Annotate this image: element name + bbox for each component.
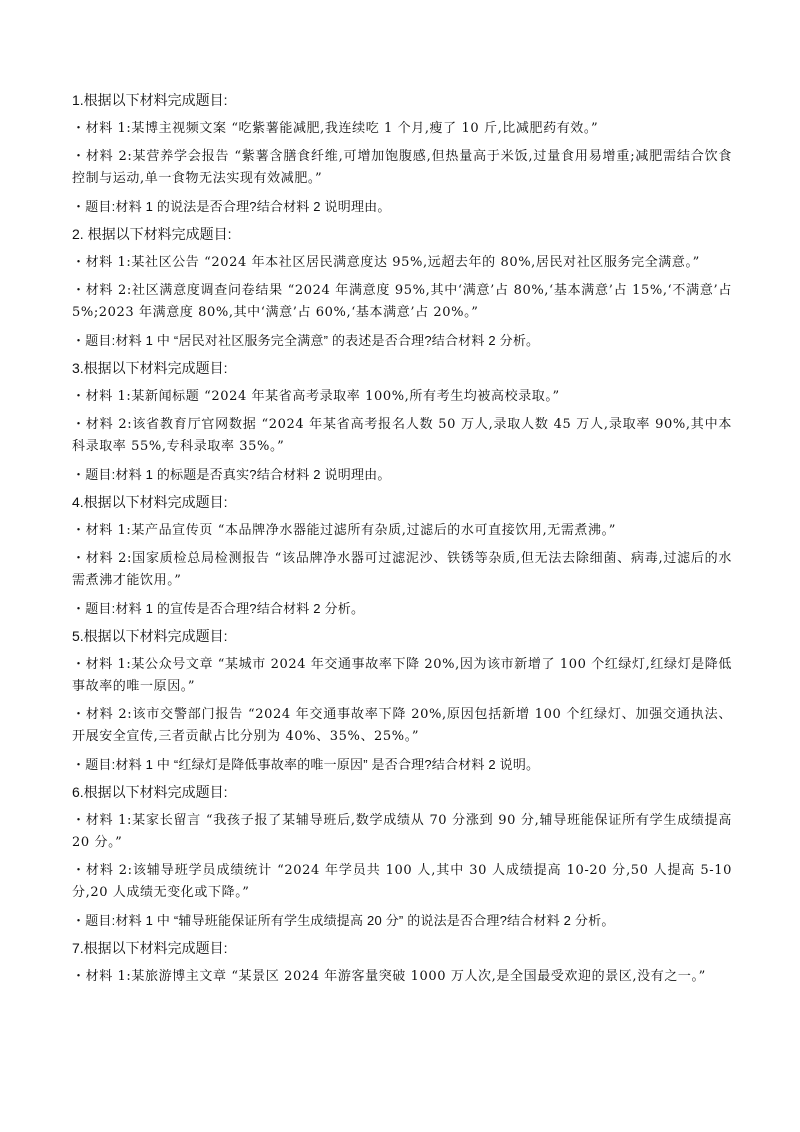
document-page xyxy=(72,90,732,994)
question-heading: 1.根据以下材料完成题目: xyxy=(72,92,228,108)
material-1: ・材料 1:某家长留言 “我孩子报了某辅导班后,数学成绩从 70 分涨到 90 分,辅导班能保证所有学生成绩提高 20 分。” xyxy=(72,813,732,850)
material-1: ・材料 1:某新闻标题 “2024 年某省高考录取率 100%,所有考生均被高校录取。” xyxy=(72,389,560,404)
question-2 xyxy=(72,224,732,352)
question-4 xyxy=(72,492,732,620)
question-heading: 5.根据以下材料完成题目: xyxy=(72,628,228,644)
question-1 xyxy=(72,90,732,218)
question-heading: 7.根据以下材料完成题目: xyxy=(72,940,228,956)
material-2: ・材料 2:国家质检总局检测报告 “该品牌净水器可过滤泥沙、铁锈等杂质,但无法去除细菌、病毒,过滤后的水需煮沸才能饮用。” xyxy=(72,551,732,588)
question-task: ・题目:材料 1 中 “居民对社区服务完全满意” 的表述是否合理?结合材料 2 分析。 xyxy=(72,333,540,348)
question-5 xyxy=(72,626,732,776)
question-heading: 2. 根据以下材料完成题目: xyxy=(72,226,232,242)
material-2: ・材料 2:社区满意度调查问卷结果 “2024 年满意度 95%,其中‘满意’占 80%,‘基本满意’占 15%,‘不满意’占 5%;2023 年满意度 80%,其中‘满意’占 60%,‘基本满意’占 20%。” xyxy=(72,283,732,320)
material-2: ・材料 2:该省教育厅官网数据 “2024 年某省高考报名人数 50 万人,录取人数 45 万人,录取率 90%,其中本科录取率 55%,专科录取率 35%。” xyxy=(72,417,732,454)
question-heading: 6.根据以下材料完成题目: xyxy=(72,784,228,800)
material-1: ・材料 1:某社区公告 “2024 年本社区居民满意度达 95%,远超去年的 80%,居民对社区服务完全满意。” xyxy=(72,255,700,270)
material-1: ・材料 1:某博主视频文案 “吃紫薯能减肥,我连续吃 1 个月,瘦了 10 斤,比减肥药有效。” xyxy=(72,121,599,136)
material-2: ・材料 2:某营养学会报告 “紫薯含膳食纤维,可增加饱腹感,但热量高于米饭,过量食用易增重;减肥需结合饮食控制与运动,单一食物无法实现有效减肥。” xyxy=(72,149,732,186)
question-6 xyxy=(72,782,732,932)
material-1: ・材料 1:某公众号文章 “某城市 2024 年交通事故率下降 20%,因为该市新增了 100 个红绿灯,红绿灯是降低事故率的唯一原因。” xyxy=(72,657,732,694)
question-7 xyxy=(72,938,732,988)
question-task: ・题目:材料 1 中 “辅导班能保证所有学生成绩提高 20 分” 的说法是否合理?结合材料 2 分析。 xyxy=(72,913,615,928)
question-heading: 4.根据以下材料完成题目: xyxy=(72,494,228,510)
question-task: ・题目:材料 1 的说法是否合理?结合材料 2 说明理由。 xyxy=(72,199,391,214)
question-3 xyxy=(72,358,732,486)
question-task: ・题目:材料 1 中 “红绿灯是降低事故率的唯一原因” 是否合理?结合材料 2 说明。 xyxy=(72,757,540,772)
question-task: ・题目:材料 1 的宣传是否合理?结合材料 2 分析。 xyxy=(72,601,365,616)
material-1: ・材料 1:某产品宣传页 “本品牌净水器能过滤所有杂质,过滤后的水可直接饮用,无需煮沸。” xyxy=(72,523,616,538)
material-2: ・材料 2:该市交警部门报告 “2024 年交通事故率下降 20%,原因包括新增 100 个红绿灯、加强交通执法、开展安全宣传,三者贡献占比分别为 40%、35%、25%。” xyxy=(72,707,732,744)
question-task: ・题目:材料 1 的标题是否真实?结合材料 2 说明理由。 xyxy=(72,467,391,482)
material-2: ・材料 2:该辅导班学员成绩统计 “2024 年学员共 100 人,其中 30 人成绩提高 10-20 分,50 人提高 5-10 分,20 人成绩无变化或下降。” xyxy=(72,863,732,900)
question-heading: 3.根据以下材料完成题目: xyxy=(72,360,228,376)
material-1: ・材料 1:某旅游博主文章 “某景区 2024 年游客量突破 1000 万人次,是全国最受欢迎的景区,没有之一。” xyxy=(72,969,706,984)
